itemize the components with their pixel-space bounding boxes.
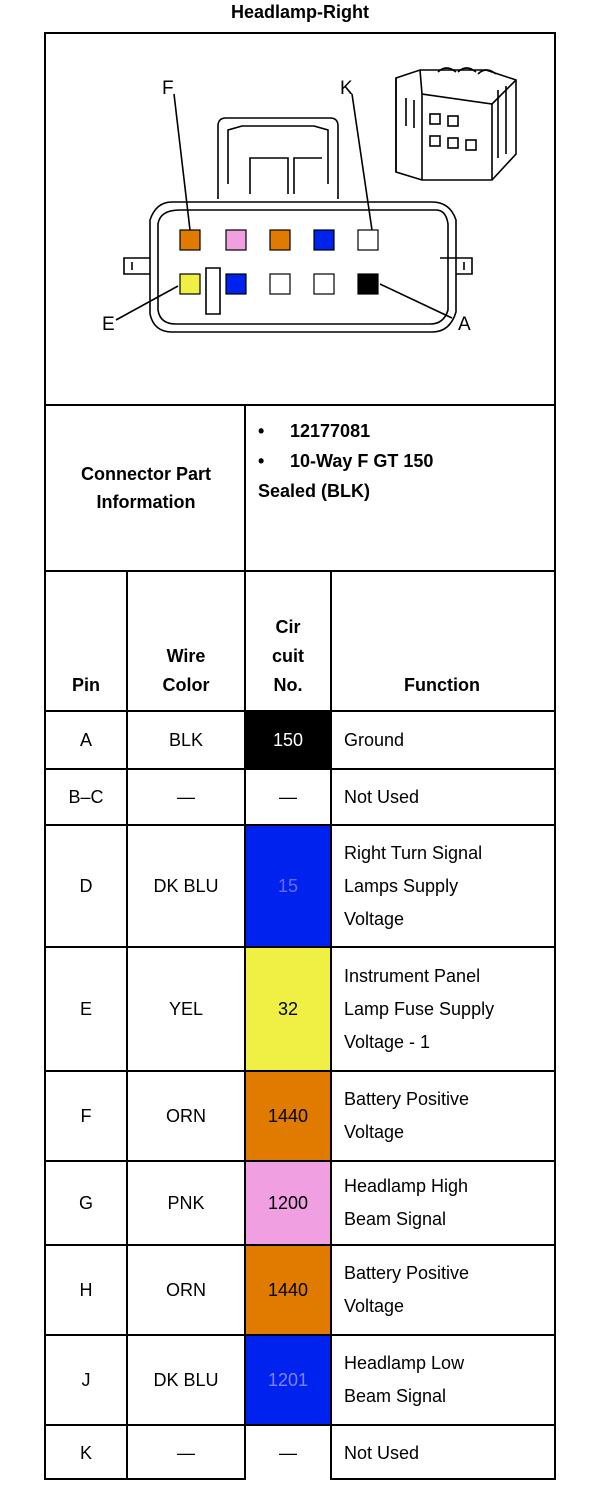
function-line: Not Used [344, 786, 420, 807]
cavity-c [270, 274, 290, 294]
circuit-number: — [279, 1442, 297, 1463]
header-circuit-no [246, 572, 330, 710]
circuit-number: 15 [277, 875, 299, 896]
function-line: Voltage - 1 [344, 1031, 431, 1052]
header-wire-color-line1: Wire [166, 646, 206, 666]
wire-color-cell: BLK [168, 729, 204, 750]
circuit-cell [246, 1426, 330, 1480]
circuit-number: 1440 [267, 1279, 309, 1300]
function-line: Headlamp High [344, 1176, 469, 1196]
function-text [344, 837, 482, 936]
function-text [344, 1257, 469, 1323]
cavity-f [180, 230, 200, 250]
circuit-number: 1440 [267, 1105, 309, 1126]
circuit-cell [246, 1162, 330, 1244]
function-cell [332, 1162, 552, 1244]
pin-cell: F [80, 1105, 92, 1126]
cavity-a [358, 274, 378, 294]
circuit-number: 150 [272, 729, 304, 750]
function-cell [332, 1426, 552, 1480]
circuit-cell [246, 712, 330, 768]
connector-info-label-line1: Connector Part [80, 464, 212, 484]
function-cell [332, 1246, 552, 1334]
function-text [344, 724, 404, 757]
circuit-cell [246, 1072, 330, 1160]
connector-info-label-line2: Information [96, 492, 196, 512]
function-cell [332, 948, 552, 1070]
circuit-cell [246, 826, 330, 946]
header-wire-color-line2: Color [162, 675, 210, 695]
function-cell [332, 1336, 552, 1424]
header-pin [46, 572, 126, 710]
header-function [332, 572, 552, 710]
header-pin-text: Pin [71, 675, 100, 695]
function-line: Instrument Panel [344, 965, 481, 986]
circuit-cell [246, 1246, 330, 1334]
function-text [344, 1170, 468, 1236]
pin-cell: G [78, 1192, 93, 1213]
cavity-d [226, 274, 246, 294]
cavity-k [358, 230, 378, 250]
function-line: Lamp Fuse Supply [344, 998, 495, 1019]
pin-cell: A [79, 729, 92, 750]
wire-color-cell: DK BLU [153, 875, 219, 896]
pin-cell: D [79, 875, 93, 896]
circuit-number: 1201 [267, 1369, 309, 1390]
function-cell [332, 826, 552, 946]
function-text [344, 781, 419, 814]
function-line: Right Turn Signal [344, 842, 483, 863]
label-a: A [458, 314, 471, 335]
function-text [344, 1437, 419, 1470]
connector-description-line1: 10-Way F GT 150 [290, 451, 434, 471]
wire-color-cell: PNK [167, 1192, 205, 1213]
circuit-cell [246, 948, 330, 1070]
circuit-cell [246, 770, 330, 824]
label-k: K [340, 78, 353, 99]
function-text [344, 960, 494, 1059]
cavity-e [180, 274, 200, 294]
pin-cell: E [79, 998, 92, 1019]
connector-diagram [46, 34, 554, 404]
header-circuit-line2: cuit [271, 646, 304, 666]
wire-color-cell: — [177, 1442, 195, 1463]
function-line: Battery Positive [344, 1263, 470, 1283]
circuit-number: 1200 [267, 1192, 309, 1213]
circuit-number: — [279, 786, 297, 807]
function-line: Voltage [344, 1122, 405, 1142]
wire-color-cell: DK BLU [153, 1369, 219, 1390]
label-f: F [162, 78, 174, 99]
function-cell [332, 1072, 552, 1160]
label-e: E [102, 314, 115, 335]
function-line: Beam Signal [344, 1386, 447, 1406]
function-line: Beam Signal [344, 1209, 447, 1229]
function-text [344, 1347, 464, 1413]
header-wire-color [128, 572, 244, 710]
pin-cell: K [79, 1442, 92, 1463]
wire-color-cell: — [177, 786, 195, 807]
function-line: Ground [344, 729, 405, 750]
cavity-b [314, 274, 334, 294]
wire-color-cell: ORN [166, 1105, 206, 1126]
function-line: Voltage [344, 1296, 405, 1316]
page-title: Headlamp-Right [230, 2, 369, 22]
pin-cell: H [79, 1279, 93, 1300]
cavity-g [226, 230, 246, 250]
function-line: Voltage [344, 908, 405, 929]
pin-cell: B–C [68, 786, 104, 807]
header-function-text: Function [404, 675, 480, 695]
function-cell [332, 712, 552, 768]
cavity-j [314, 230, 334, 250]
function-line: Not Used [344, 1442, 420, 1463]
function-cell [332, 770, 552, 824]
connector-description-line2: Sealed (BLK) [258, 481, 371, 501]
bullet: • [258, 451, 265, 471]
wire-color-cell: ORN [166, 1279, 206, 1300]
circuit-number: 32 [277, 998, 299, 1019]
header-circuit-line3: No. [273, 675, 303, 695]
function-line: Battery Positive [344, 1089, 470, 1109]
part-number: 12177081 [290, 421, 371, 441]
pin-cell: J [81, 1369, 91, 1390]
connector-info-label [46, 406, 246, 570]
header-circuit-line1: Cir [275, 617, 301, 637]
wire-color-cell: YEL [168, 998, 204, 1019]
bullet: • [258, 421, 265, 441]
circuit-cell [246, 1336, 330, 1424]
connector-info-value [258, 416, 548, 506]
function-line: Headlamp Low [344, 1353, 465, 1373]
function-line: Lamps Supply [344, 875, 459, 896]
cavity-h [270, 230, 290, 250]
function-text [344, 1083, 469, 1149]
